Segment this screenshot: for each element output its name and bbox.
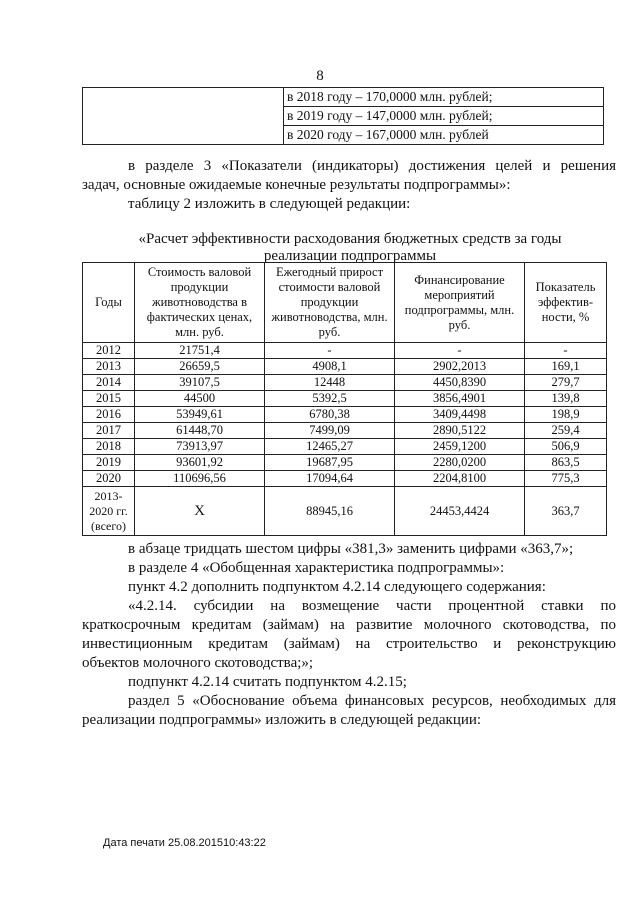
cell-gross: 110696,56 [135,471,265,487]
table-title-line1: «Расчет эффективности расходования бюджетных средств за годы [138,231,562,247]
paragraph-4-2-14-line1: «4.2.14. субсидии на возмещение части процентной ставки по [128,598,616,614]
paragraph-section3-line1: в разделе 3 «Показатели (индикаторы) достижения целей и решения [128,158,616,174]
table-row [83,439,607,455]
cell-gross: 73913,97 [135,439,265,455]
cell-year: 2019 [83,455,135,471]
cell-financing: 3409,4498 [395,407,525,423]
cell-efficiency: 259,4 [525,423,607,439]
table-row [83,375,607,391]
cell-financing: - [395,343,525,359]
cell-year: 2017 [83,423,135,439]
header-financing: Финансирование мероприятий подпрограммы, млн. руб. [395,263,525,343]
table-title-line2: реализации подпрограммы [263,248,437,264]
efficiency-table [82,262,607,536]
cell-year: 2013 [83,359,135,375]
cell-efficiency: 863,5 [525,455,607,471]
cell-efficiency: 775,3 [525,471,607,487]
header-efficiency: Показатель эффектив-ности, % [525,263,607,343]
cell-efficiency: 198,9 [525,407,607,423]
cell-growth: 19687,95 [265,455,395,471]
paragraph-4-2-14-line3: инвестиционным кредитам (займам) на строительство и реконструкцию [82,636,616,652]
cell-growth: 7499,09 [265,423,395,439]
paragraph-replace-figures: в абзаце тридцать шестом цифры «381,3» заменить цифрами «363,7»; [128,541,574,557]
cell-year: 2014 [83,375,135,391]
table-row [83,407,607,423]
cell-gross: 26659,5 [135,359,265,375]
cell-financing: 2890,5122 [395,423,525,439]
cell-growth: 12465,27 [265,439,395,455]
cell-financing: 4450,8390 [395,375,525,391]
cell-growth-total: 88945,16 [265,487,395,536]
cell-efficiency: 279,7 [525,375,607,391]
cell-growth: 5392,5 [265,391,395,407]
table-row [83,359,607,375]
cell-gross: 53949,61 [135,407,265,423]
funding-line: в 2020 году – 167,0000 млн. рублей [284,125,603,144]
paragraph-point-4-2: пункт 4.2 дополнить подпунктом 4.2.14 следующего содержания: [128,579,546,595]
cell-year: 2020 [83,471,135,487]
cell-growth: 17094,64 [265,471,395,487]
cell-year: 2018 [83,439,135,455]
cell-efficiency: 139,8 [525,391,607,407]
funding-lines-cell [284,88,604,145]
funding-line: в 2019 году – 147,0000 млн. рублей; [284,106,603,125]
cell-financing-total: 24453,4424 [395,487,525,536]
paragraph-table2: таблицу 2 изложить в следующей редакции: [128,196,411,212]
cell-efficiency: - [525,343,607,359]
paragraph-4-2-14-line2: краткосрочным кредитам (займам) на развитие молочного скотоводства, по [82,617,616,633]
cell-year: 2015 [83,391,135,407]
header-annual-growth: Ежегодный прирост стоимости валовой продукции животноводства, млн. руб. [265,263,395,343]
header-gross-value: Стоимость валовой продукции животноводства в фактических ценах, млн. руб. [135,263,265,343]
funding-line: в 2018 году – 170,0000 млн. рублей; [287,89,493,104]
cell-year-total: 2013-2020 гг. (всего) [83,487,135,536]
funding-continuation-table [82,87,604,145]
cell-growth: - [265,343,395,359]
table-row [83,471,607,487]
paragraph-4-2-14-line4: объектов молочного скотоводства;»; [82,655,314,671]
paragraph-section5-line2: реализации подпрограммы» изложить в следующей редакции: [82,712,482,728]
cell-growth: 4908,1 [265,359,395,375]
cell-efficiency: 169,1 [525,359,607,375]
cell-efficiency-total: 363,7 [525,487,607,536]
page-number: 8 [316,68,324,84]
paragraph-renumber: подпункт 4.2.14 считать подпунктом 4.2.15; [128,674,407,690]
cell-year: 2016 [83,407,135,423]
cell-growth: 6780,38 [265,407,395,423]
empty-cell [83,88,284,145]
table-row [83,343,607,359]
print-date-footer: Дата печати 25.08.201510:43:22 [103,837,266,849]
paragraph-section5-line1: раздел 5 «Обоснование объема финансовых ресурсов, необходимых для [128,693,616,709]
table-header-row [83,263,607,343]
table-row [83,455,607,471]
cell-financing: 2459,1200 [395,439,525,455]
cell-gross: 44500 [135,391,265,407]
table-total-row [83,487,607,536]
paragraph-section3-line2: задач, основные ожидаемые конечные результаты подпрограммы»: [82,177,511,193]
cell-gross: 93601,92 [135,455,265,471]
cell-year: 2012 [83,343,135,359]
cell-gross: 39107,5 [135,375,265,391]
cell-financing: 2204,8100 [395,471,525,487]
table-row [83,391,607,407]
header-years: Годы [83,263,135,343]
cell-financing: 3856,4901 [395,391,525,407]
cell-gross: 21751,4 [135,343,265,359]
paragraph-section4: в разделе 4 «Обобщенная характеристика подпрограммы»: [128,560,505,576]
cell-financing: 2902,2013 [395,359,525,375]
cell-financing: 2280,0200 [395,455,525,471]
table-row [83,423,607,439]
cell-gross-total: Х [135,487,265,536]
cell-gross: 61448,70 [135,423,265,439]
cell-growth: 12448 [265,375,395,391]
cell-efficiency: 506,9 [525,439,607,455]
